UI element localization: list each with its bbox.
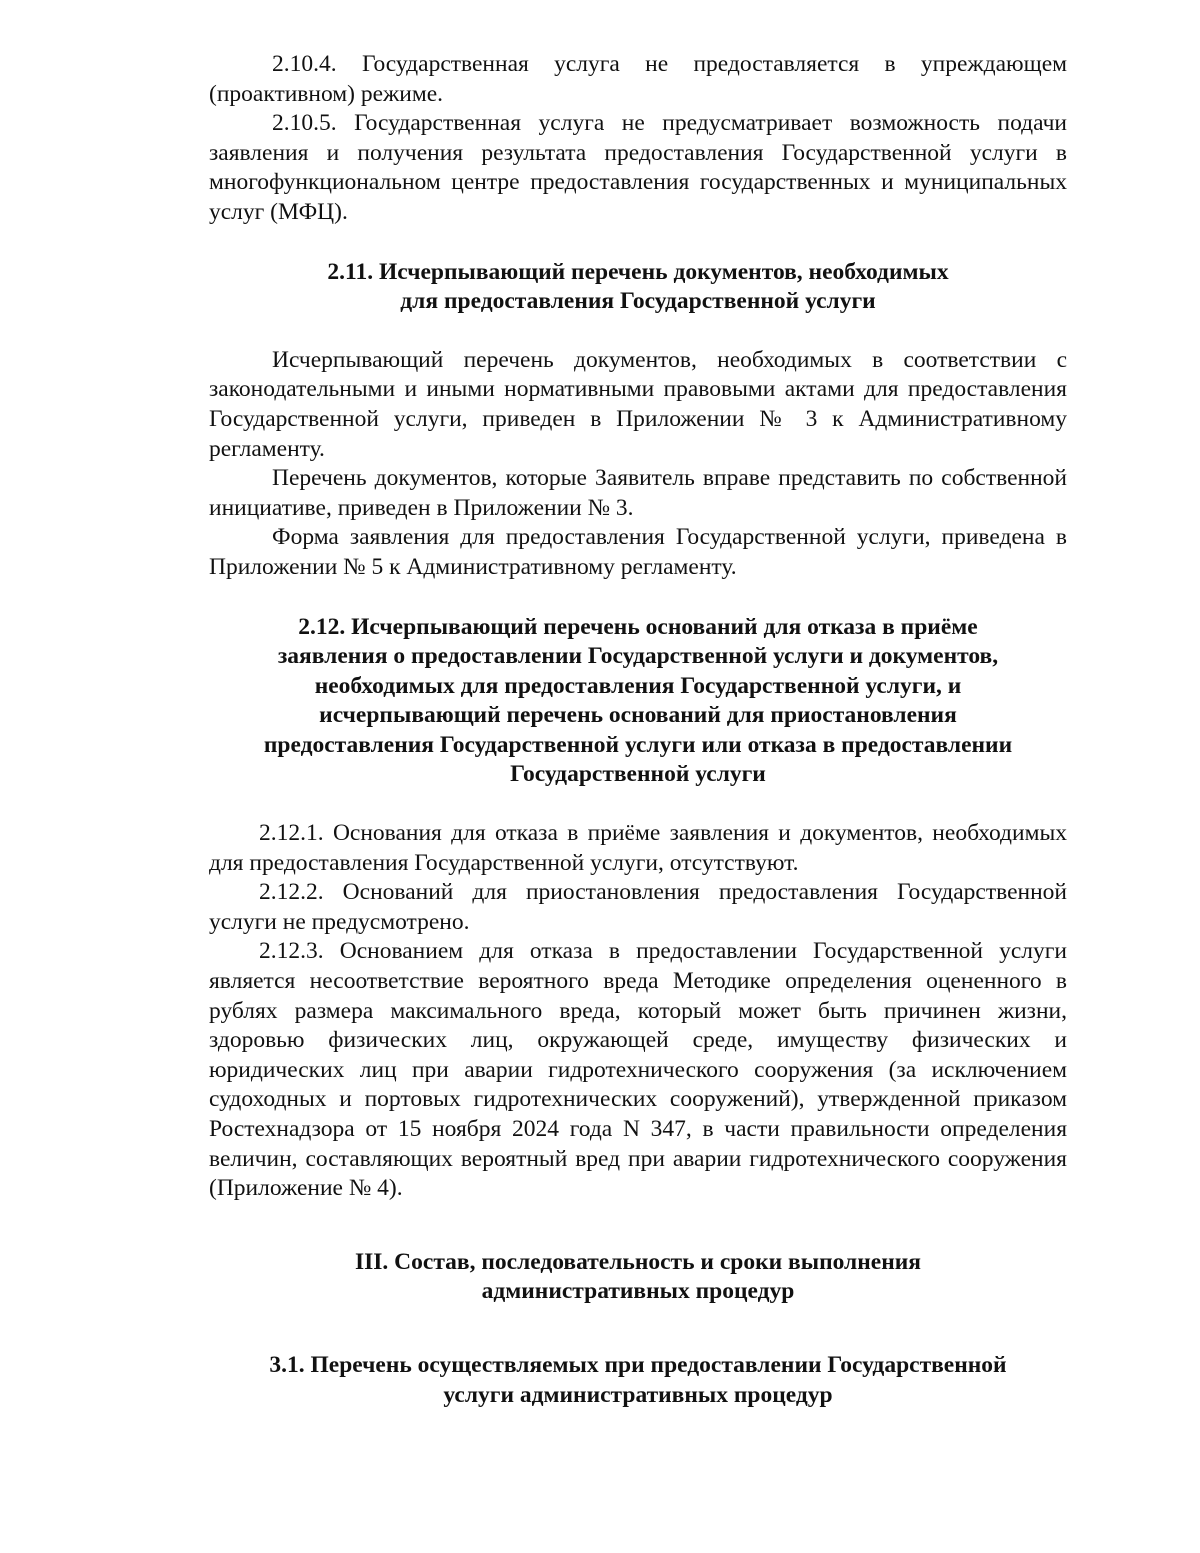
paragraph-2-11-list: Исчерпывающий перечень документов, необходимых в соответствии с законодательными и иными нормативными правовыми актами для предоставления Государственной услуги, приведен в Приложении № 3 к Административному регламенту.	[209, 346, 1067, 462]
paragraph-2-10-5: 2.10.5. Государственная услуга не предусматривает возможность подачи заявления и получения результата предоставления Государственной услуги в многофункциональном центре предоставления государственных и муниципальных услуг (МФЦ).	[209, 110, 1067, 225]
paragraph-2-10-4: 2.10.4. Государственная услуга не предоставляется в упреждающем (проактивном) режиме.	[209, 51, 1067, 107]
heading-III-line: административных процедур	[481, 1278, 795, 1305]
paragraph-2-12-1: 2.12.1. Основания для отказа в приёме заявления и документов, необходимых для предоставления Государственной услуги, отсутствуют.	[209, 820, 1067, 876]
heading-2-12-line: предоставления Государственной услуги или отказа в предоставлении	[263, 731, 1013, 758]
heading-3-1-line: услуги административных процедур	[443, 1381, 833, 1408]
heading-2-12-line: необходимых для предоставления Государственной услуги, и	[314, 672, 962, 699]
heading-2-12-line: исчерпывающий перечень оснований для приостановления	[319, 702, 957, 729]
document-page	[209, 50, 1067, 1410]
heading-section-III	[209, 1248, 1067, 1307]
heading-2-12	[149, 613, 1127, 791]
heading-3-1-line: 3.1. Перечень осуществляемых при предоставлении Государственной	[269, 1351, 1007, 1378]
paragraph-2-12-3: 2.12.3. Основанием для отказа в предоставлении Государственной услуги является несоответствие вероятного вреда Методике определения оцененного в рублях размера максимального вреда, который может быть причинен жизни, здоровью физических лиц, окружающей среде, имуществу физических и юридических лиц при аварии гидротехнического сооружения (за исключением судоходных и портовых гидротехнических сооружений), утвержденной приказом Ростехнадзора от 15 ноября 2024 года N 347, в части правильности определения величин, составляющих вероятный вред при аварии гидротехнического сооружения (Приложение № 4).	[209, 938, 1067, 1202]
heading-2-12-line: заявления о предоставлении Государственной услуги и документов,	[277, 643, 999, 670]
heading-III-line: III. Состав, последовательность и сроки выполнения	[354, 1248, 921, 1275]
heading-2-12-line: 2.12. Исчерпывающий перечень оснований для отказа в приёме	[298, 613, 978, 640]
heading-2-11-line: 2.11. Исчерпывающий перечень документов, необходимых	[327, 258, 949, 285]
heading-2-12-line: Государственной услуги	[510, 761, 766, 788]
paragraph-2-11-own-initiative: Перечень документов, которые Заявитель вправе представить по собственной инициативе, приведен в Приложении № 3.	[209, 465, 1067, 521]
heading-2-11-line: для предоставления Государственной услуги	[400, 288, 876, 315]
heading-3-1	[149, 1351, 1127, 1410]
paragraph-2-11-form: Форма заявления для предоставления Государственной услуги, приведена в Приложении № 5 к Административному регламенту.	[209, 524, 1067, 580]
heading-2-11	[109, 258, 1167, 317]
paragraph-2-12-2: 2.12.2. Оснований для приостановления предоставления Государственной услуги не предусмотрено.	[209, 879, 1067, 935]
